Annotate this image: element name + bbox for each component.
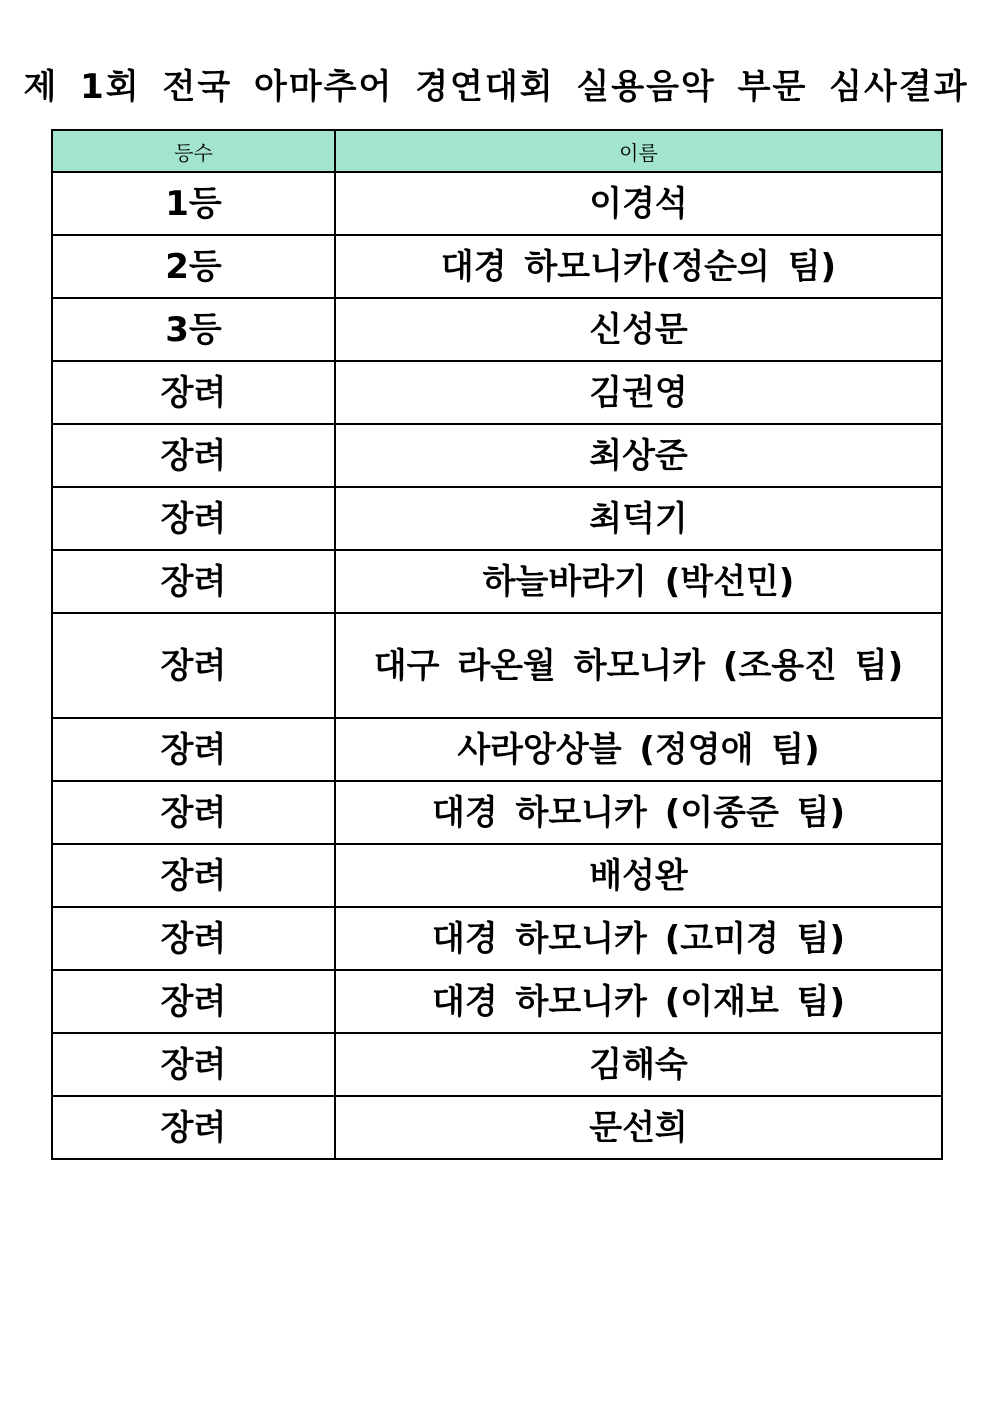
results-table [51,129,943,1160]
rank-cell: 장려 [52,1033,335,1096]
rank-cell: 장려 [52,907,335,970]
table-row [52,361,942,424]
name-cell: 최덕기 [335,487,942,550]
name-cell: 최상준 [335,424,942,487]
name-cell: 문선희 [335,1096,942,1159]
rank-cell: 2등 [52,235,335,298]
name-cell: 김권영 [335,361,942,424]
name-cell: 대경 하모니카 (이종준 팀) [335,781,942,844]
rank-cell: 장려 [52,1096,335,1159]
rank-cell: 장려 [52,718,335,781]
rank-cell: 장려 [52,550,335,613]
rank-cell: 3등 [52,298,335,361]
table-row [52,781,942,844]
name-cell: 대경 하모니카 (고미경 팀) [335,907,942,970]
table-row [52,487,942,550]
rank-cell: 장려 [52,970,335,1033]
table-row [52,1033,942,1096]
table-row [52,718,942,781]
name-cell: 하늘바라기 (박선민) [335,550,942,613]
page-title: 제 1회 전국 아마추어 경연대회 실용음악 부문 심사결과 [23,67,969,107]
rank-cell: 장려 [52,613,335,718]
rank-cell: 1등 [52,172,335,235]
table-row [52,235,942,298]
name-cell: 사라앙상블 (정영애 팀) [335,718,942,781]
rank-cell: 장려 [52,487,335,550]
table-row [52,613,942,718]
rank-column-header: 등수 [52,130,335,172]
name-cell: 대구 라온월 하모니카 (조용진 팀) [335,613,942,718]
table-row [52,1096,942,1159]
name-cell: 대경 하모니카(정순의 팀) [335,235,942,298]
rank-cell: 장려 [52,844,335,907]
table-row [52,844,942,907]
table-row [52,424,942,487]
table-row [52,970,942,1033]
rank-cell: 장려 [52,424,335,487]
table-header-row [52,130,942,172]
table-row [52,907,942,970]
rank-cell: 장려 [52,361,335,424]
table-row [52,172,942,235]
name-column-header: 이름 [335,130,942,172]
table-row [52,550,942,613]
rank-cell: 장려 [52,781,335,844]
name-cell: 대경 하모니카 (이재보 팀) [335,970,942,1033]
name-cell: 이경석 [335,172,942,235]
name-cell: 신성문 [335,298,942,361]
table-row [52,298,942,361]
name-cell: 김해숙 [335,1033,942,1096]
name-cell: 배성완 [335,844,942,907]
